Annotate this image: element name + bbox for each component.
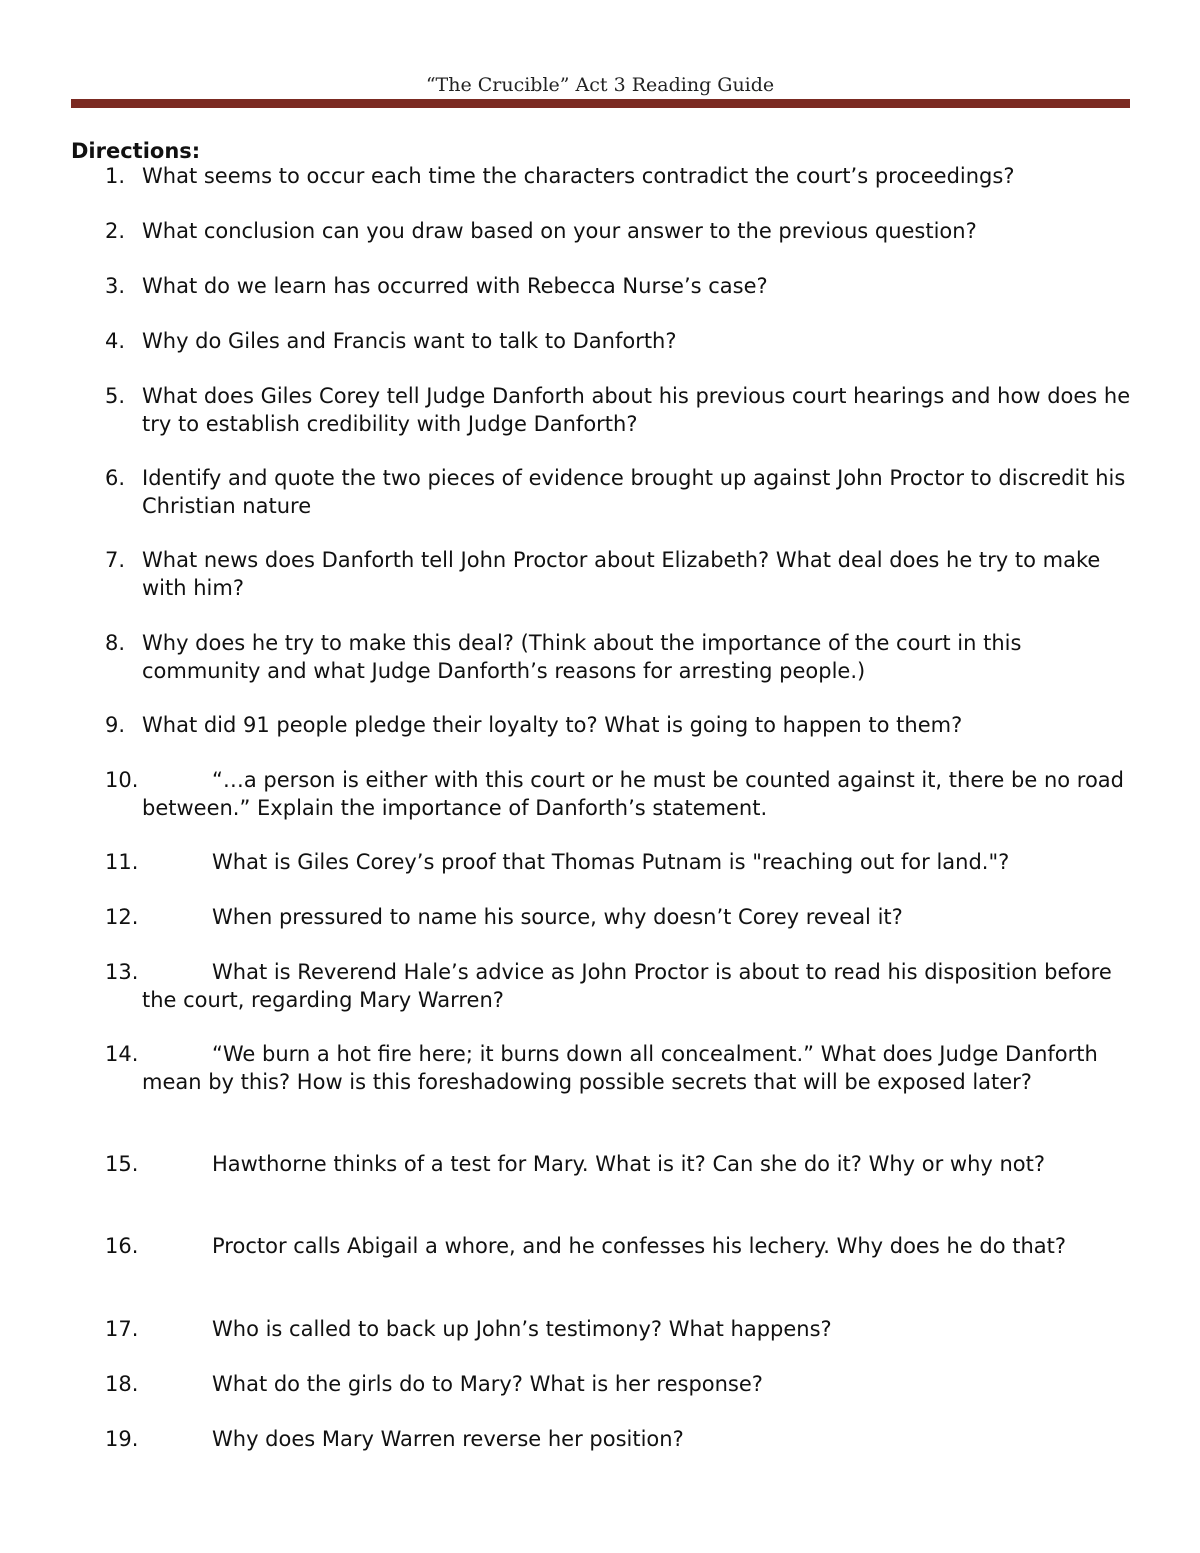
question-item [105,383,1135,438]
question-number: 7. [105,548,126,572]
question-number: 3. [105,274,126,298]
question-text: What did 91 people pledge their loyalty to? What is going to happen to them? [142,713,963,737]
question-text: Who is called to back up John’s testimony? What happens? [212,1317,832,1341]
question-text: Identify and quote the two pieces of evidence brought up against John Proctor to discredit his Christian nature [142,466,1126,518]
question-text: What do we learn has occurred with Rebecca Nurse’s case? [142,274,768,298]
question-text: “We burn a hot fire here; it burns down all concealment.” What does Judge Danforth mean by this? How is this foreshadowing possible secrets that will be exposed later? [142,1042,1098,1094]
question-item [105,328,1135,356]
question-text: Why do Giles and Francis want to talk to Danforth? [142,329,677,353]
question-text: “…a person is either with this court or he must be counted against it, there be no road between.” Explain the importance of Danforth’s statement. [142,768,1124,820]
question-text: Why does Mary Warren reverse her position? [212,1427,684,1451]
question-number: 1. [105,164,126,188]
question-number: 19. [105,1427,139,1451]
question-text: Why does he try to make this deal? (Think about the importance of the court in this community and what Judge Danforth’s reasons for arresting people.) [142,631,1022,683]
question-item [105,1233,1135,1261]
question-item [105,547,1135,602]
question-number: 16. [105,1234,139,1258]
question-text: When pressured to name his source, why doesn’t Corey reveal it? [212,905,903,929]
question-item [105,904,1135,932]
question-text: What is Giles Corey’s proof that Thomas Putnam is "reaching out for land."? [212,850,1010,874]
question-item [105,1426,1135,1454]
question-item [105,465,1135,520]
question-number: 14. [105,1042,139,1066]
question-number: 6. [105,466,126,490]
question-text: What conclusion can you draw based on your answer to the previous question? [142,219,977,243]
question-item [105,849,1135,877]
question-number: 4. [105,329,126,353]
question-text: Hawthorne thinks of a test for Mary. What is it? Can she do it? Why or why not? [212,1152,1046,1176]
question-number: 8. [105,631,126,655]
question-item [105,767,1135,822]
question-item [105,959,1135,1014]
question-text: Proctor calls Abigail a whore, and he confesses his lechery. Why does he do that? [212,1234,1067,1258]
header-divider [71,99,1130,108]
question-item [105,630,1135,685]
question-item [105,712,1135,740]
question-number: 2. [105,219,126,243]
question-number: 13. [105,960,139,984]
question-item [105,1316,1135,1344]
directions-label: Directions: [71,139,201,163]
question-item [105,1041,1135,1096]
question-number: 10. [105,768,139,792]
question-number: 18. [105,1372,139,1396]
question-item [105,1371,1135,1399]
question-item [105,163,1135,191]
question-item [105,218,1135,246]
question-number: 11. [105,850,139,874]
question-text: What news does Danforth tell John Proctor about Elizabeth? What deal does he try to make with him? [142,548,1101,600]
question-item [105,273,1135,301]
question-number: 17. [105,1317,139,1341]
question-item [105,1151,1135,1179]
question-text: What is Reverend Hale’s advice as John Proctor is about to read his disposition before the court, regarding Mary Warren? [142,960,1112,1012]
question-number: 5. [105,384,126,408]
page-header-title: “The Crucible” Act 3 Reading Guide [425,74,775,96]
question-number: 9. [105,713,126,737]
question-text: What do the girls do to Mary? What is her response? [212,1372,763,1396]
question-text: What does Giles Corey tell Judge Danforth about his previous court hearings and how does he try to establish credibility with Judge Danforth? [142,384,1131,436]
question-text: What seems to occur each time the characters contradict the court’s proceedings? [142,164,1015,188]
question-number: 15. [105,1152,139,1176]
question-number: 12. [105,905,139,929]
